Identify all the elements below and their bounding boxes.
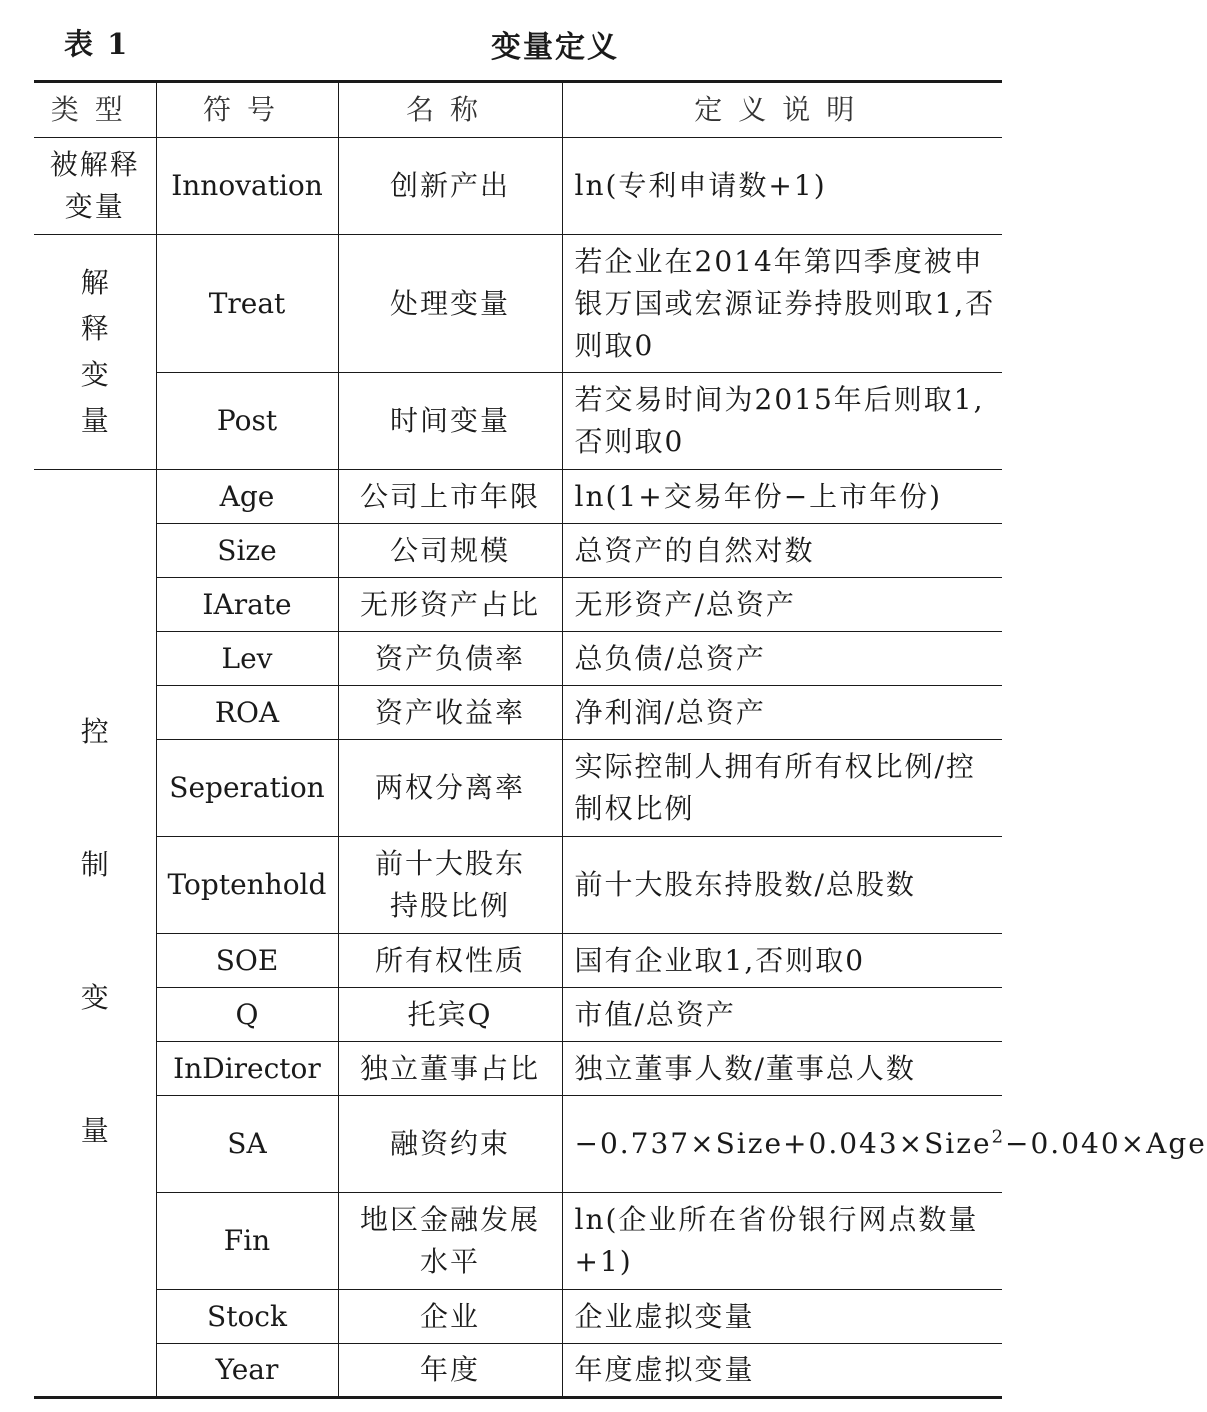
definition-cell: 若交易时间为2015年后则取1,否则取0	[562, 373, 1002, 470]
sa-formula-part-a: −0.737×Size+0.043×Size	[574, 1127, 992, 1160]
symbol-cell: Innovation	[156, 138, 338, 235]
name-cell: 公司规模	[338, 524, 562, 578]
definition-cell: ln(企业所在省份银行网点数量+1)	[562, 1193, 1002, 1290]
definition-cell: 独立董事人数/董事总人数	[562, 1042, 1002, 1096]
name-cell: 资产收益率	[338, 686, 562, 740]
group-control-char: 制	[80, 848, 109, 881]
sa-formula-exponent: 2	[991, 1126, 1006, 1148]
group-control-label	[34, 470, 156, 1242]
definition-cell: 国有企业取1,否则取0	[562, 934, 1002, 988]
table-row	[34, 1042, 1002, 1096]
table-row	[34, 740, 1002, 837]
group-dependent: 被解释变量	[34, 138, 156, 235]
header-symbol: 符号	[156, 82, 338, 138]
symbol-cell: ROA	[156, 686, 338, 740]
table-row	[34, 373, 1002, 470]
table-row	[34, 578, 1002, 632]
symbol-cell: InDirector	[156, 1042, 338, 1096]
definition-cell: 净利润/总资产	[562, 686, 1002, 740]
table-row	[34, 686, 1002, 740]
name-cell: 无形资产占比	[338, 578, 562, 632]
definition-cell: 总资产的自然对数	[562, 524, 1002, 578]
group-control	[34, 470, 156, 1398]
definition-cell: ln(专利申请数+1)	[562, 138, 1002, 235]
symbol-cell: IArate	[156, 578, 338, 632]
table-row	[34, 138, 1002, 235]
name-cell: 融资约束	[338, 1096, 562, 1193]
group-control-char: 量	[80, 1114, 109, 1147]
table-row	[34, 1344, 1002, 1398]
definition-cell: 实际控制人拥有所有权比例/控制权比例	[562, 740, 1002, 837]
symbol-cell: Stock	[156, 1290, 338, 1344]
symbol-cell: Post	[156, 373, 338, 470]
table-row	[34, 988, 1002, 1042]
name-cell: 两权分离率	[338, 740, 562, 837]
symbol-cell: SA	[156, 1096, 338, 1193]
table-row	[34, 934, 1002, 988]
table-row	[34, 524, 1002, 578]
name-cell: 年度	[338, 1344, 562, 1398]
table-row	[34, 837, 1002, 934]
variable-definition-table	[34, 80, 1207, 1399]
symbol-cell: Lev	[156, 632, 338, 686]
symbol-cell: Year	[156, 1344, 338, 1398]
symbol-cell: Age	[156, 470, 338, 524]
table-title: 变量定义	[491, 30, 619, 65]
name-cell: 企业	[338, 1290, 562, 1344]
group-control-char: 控	[80, 715, 109, 748]
symbol-cell: Toptenhold	[156, 837, 338, 934]
header-name: 名称	[338, 82, 562, 138]
table-row	[34, 1096, 1002, 1193]
group-explanatory: 解释变量	[34, 235, 156, 470]
sa-formula-part-b: −0.040×Age	[1005, 1127, 1207, 1160]
table-row	[34, 632, 1002, 686]
name-cell: 地区金融发展水平	[338, 1193, 562, 1290]
symbol-cell: Q	[156, 988, 338, 1042]
definition-cell: 无形资产/总资产	[562, 578, 1002, 632]
name-cell: 前十大股东持股比例	[338, 837, 562, 934]
header-definition: 定义说明	[562, 82, 1002, 138]
symbol-cell: Fin	[156, 1193, 338, 1290]
symbol-cell: Treat	[156, 235, 338, 373]
table-row	[34, 235, 1002, 373]
definition-cell: 市值/总资产	[562, 988, 1002, 1042]
name-cell: 处理变量	[338, 235, 562, 373]
definition-cell: 总负债/总资产	[562, 632, 1002, 686]
symbol-cell: Size	[156, 524, 338, 578]
name-cell: 所有权性质	[338, 934, 562, 988]
table-row	[34, 1290, 1002, 1344]
name-cell: 资产负债率	[338, 632, 562, 686]
definition-cell: 企业虚拟变量	[562, 1290, 1002, 1344]
name-cell: 公司上市年限	[338, 470, 562, 524]
name-cell: 独立董事占比	[338, 1042, 562, 1096]
group-control-char: 变	[80, 981, 109, 1014]
definition-cell: ln(1+交易年份−上市年份)	[562, 470, 1002, 524]
name-cell: 创新产出	[338, 138, 562, 235]
name-cell: 时间变量	[338, 373, 562, 470]
table-row	[34, 1193, 1002, 1290]
symbol-cell: SOE	[156, 934, 338, 988]
definition-cell	[562, 1096, 1207, 1193]
symbol-cell: Seperation	[156, 740, 338, 837]
table-caption	[0, 0, 1069, 82]
header-row	[34, 82, 1002, 138]
name-cell: 托宾Q	[338, 988, 562, 1042]
definition-cell: 前十大股东持股数/总股数	[562, 837, 1002, 934]
table-number: 表 1	[64, 27, 130, 61]
header-type: 类型	[34, 82, 156, 138]
definition-cell: 若企业在2014年第四季度被申银万国或宏源证券持股则取1,否则取0	[562, 235, 1002, 373]
definition-cell: 年度虚拟变量	[562, 1344, 1002, 1398]
table-row	[34, 470, 1002, 524]
